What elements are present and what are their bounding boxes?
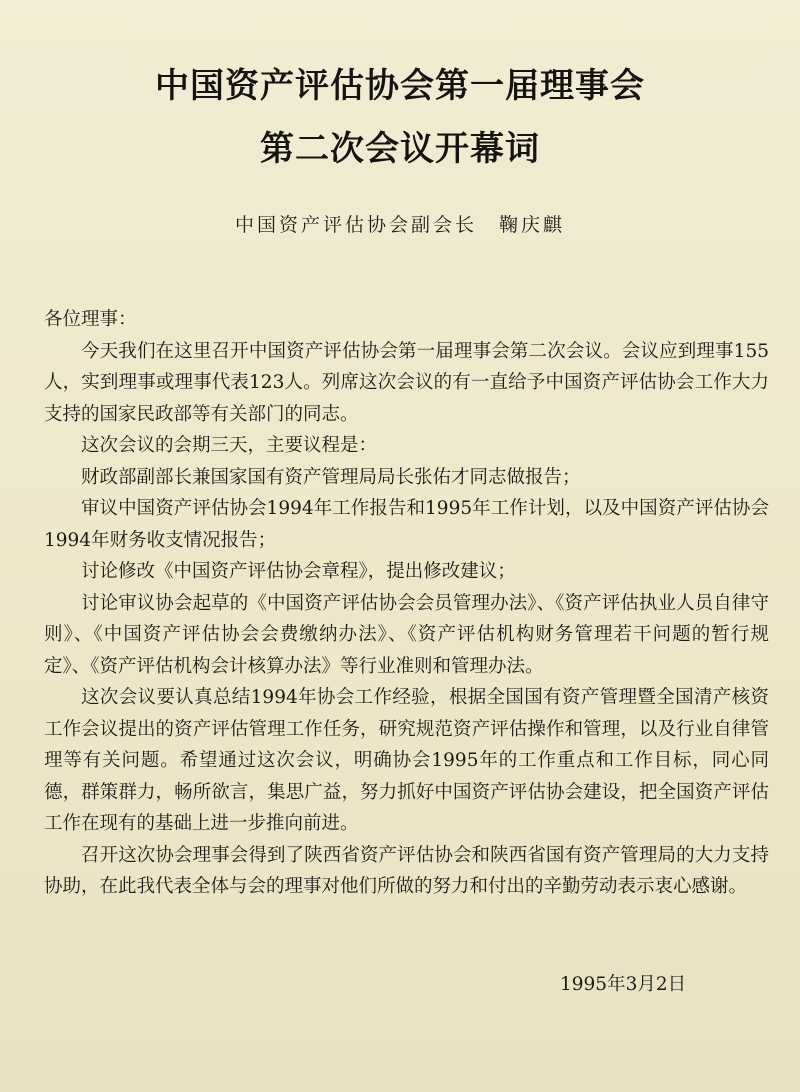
agenda-item: 讨论修改《中国资产评估协会章程》，提出修改建议； <box>81 561 516 582</box>
document-date: 1995年3月2日 <box>560 974 687 995</box>
paragraph: 这次会议的会期三天，主要议程是： <box>81 435 378 456</box>
paragraph: 召开这次协会理事会得到了陕西省资产评估协会和陕西省国有资产管理局的大力支持协助，在此我代表全体与会的理事对他们所做的努力和付出的辛勤劳动表示衷心感谢。 <box>44 844 769 897</box>
agenda-item: 财政部副部长兼国家国有资产管理局局长张佑才同志做报告； <box>81 466 581 488</box>
author-byline: 中国资产评估协会副会长 鞠庆麒 <box>234 214 565 236</box>
salutation: 各位理事： <box>44 309 137 330</box>
title-line-2: 第二次会议开幕词 <box>260 129 540 169</box>
agenda-item: 讨论审议协会起草的《中国资产评估协会会员管理办法》、《资产评估执业人员自律守则》、《中国资产评估协会会费缴纳办法》、《资产评估机构财务管理若干问题的暂行规定》、《资产评估机构会计核算办法》等行业准则和管理办法。 <box>44 592 769 677</box>
speech-body <box>44 304 769 903</box>
paragraph: 今天我们在这里召开中国资产评估协会第一届理事会第二次会议。会议应到理事155人，实到理事或理事代表123人。列席这次会议的有一直给予中国资产评估协会工作大力支持的国家民政部等有关部门的同志。 <box>44 340 769 425</box>
agenda-item: 审议中国资产评估协会1994年工作报告和1995年工作计划，以及中国资产评估协会1994年财务收支情况报告； <box>44 498 769 551</box>
title-line-1: 中国资产评估协会第一届理事会 <box>155 66 645 106</box>
paragraph: 这次会议要认真总结1994年协会工作经验，根据全国国有资产管理暨全国清产核资工作会议提出的资产评估管理工作任务，研究规范资产评估操作和管理，以及行业自律管理等有关问题。希望通过这次会议，明确协会1995年的工作重点和工作目标，同心同德，群策群力，畅所欲言，集思广益，努力抓好中国资产评估协会建设，把全国资产评估工作在现有的基础上进一步推向前进。 <box>44 687 769 834</box>
